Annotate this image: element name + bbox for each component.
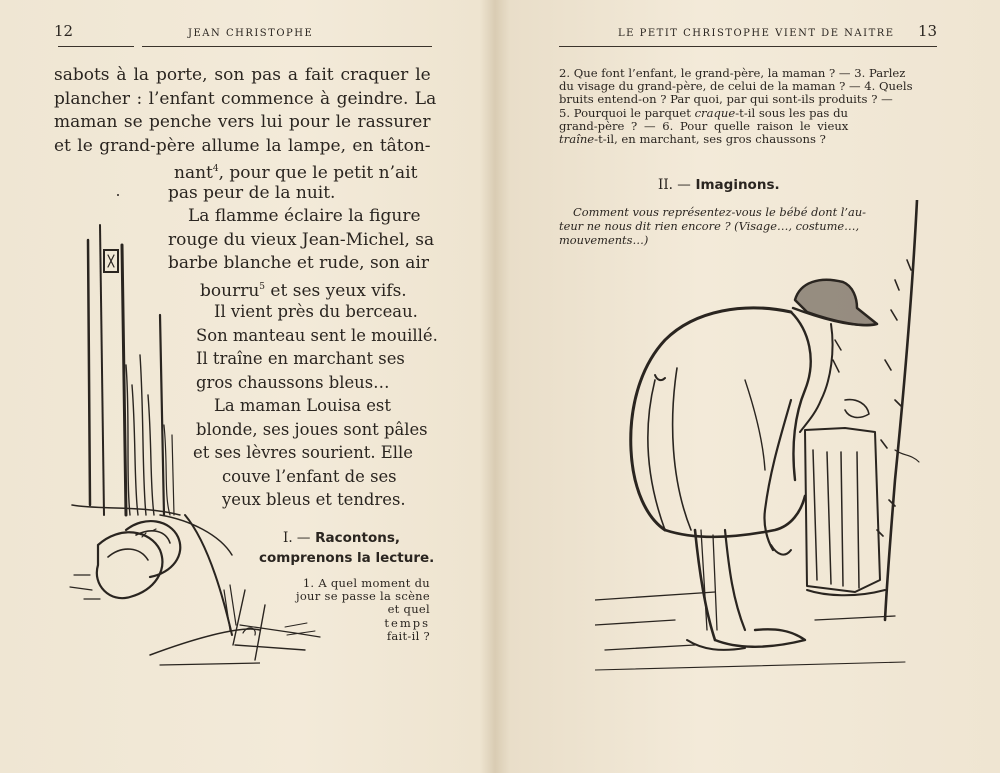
text-line: Il vient près du berceau. xyxy=(214,302,418,321)
question-line xyxy=(559,107,913,120)
text-line: La maman Louisa est xyxy=(214,396,391,416)
header-rule xyxy=(559,46,937,47)
footnote-ref: 5 xyxy=(259,281,266,292)
text-line: rouge du vieux Jean-Michel, sa xyxy=(168,229,435,250)
text-fragment: -t-il sous les pas du xyxy=(735,105,848,120)
text-line: Comment vous représentez-vous le bébé dont l’au- xyxy=(573,205,867,219)
questions-block xyxy=(559,67,913,146)
text-fragment: et ses yeux vifs. xyxy=(265,280,407,301)
question-line: 1. A quel moment du xyxy=(302,576,430,590)
question-line: du visage du grand-père, de celui de la maman ? — 4. Quels xyxy=(559,79,913,94)
page-number: 13 xyxy=(918,22,938,40)
section-heading xyxy=(283,530,400,546)
text-line xyxy=(168,158,434,182)
text-fragment: nant xyxy=(174,163,213,183)
section-title: Racontons, xyxy=(315,530,401,546)
left-page xyxy=(0,0,495,773)
text-line: sabots à la porte, son pas a fait craquer le xyxy=(54,65,431,85)
footnote-ref: 4 xyxy=(212,164,219,174)
section-heading: comprenons la lecture. xyxy=(259,550,435,566)
body-text xyxy=(54,64,437,158)
text-line: blonde, ses joues sont pâles xyxy=(196,419,428,439)
question-line: jour se passe la scène xyxy=(295,589,430,604)
text-line: teur ne nous dit rien encore ? (Visage…, costume…, xyxy=(559,219,860,233)
text-fragment: 5. Pourquoi le parquet xyxy=(559,105,695,120)
text-fragment: bourru xyxy=(200,280,260,301)
question-line: et quel xyxy=(387,602,430,617)
text-line: Il traîne en marchant ses xyxy=(196,349,405,369)
section-number: II. — xyxy=(658,177,691,193)
text-fragment: , pour que le petit n’ait xyxy=(218,163,418,183)
text-line: La flamme éclaire la figure xyxy=(188,206,421,227)
text-line: couve l’enfant de ses xyxy=(222,466,397,486)
text-line: mouvements…) xyxy=(559,233,649,247)
text-fragment: traîne xyxy=(559,132,595,147)
header-rule xyxy=(58,46,134,47)
grandfather-illustration xyxy=(595,200,925,675)
section-number: I. — xyxy=(283,530,311,546)
text-line: pas peur de la nuit. xyxy=(168,182,336,203)
text-line: yeux bleus et tendres. xyxy=(222,490,406,510)
floor-sketch xyxy=(225,585,345,665)
right-page xyxy=(505,0,1000,773)
question-line xyxy=(559,133,913,146)
text-line: et ses lèvres sourient. Elle xyxy=(193,443,413,462)
section-heading xyxy=(658,177,780,193)
text-line: Son manteau sent le mouillé. xyxy=(196,325,438,345)
question-line: fait-il ? xyxy=(386,628,430,643)
question-line: temps xyxy=(384,615,430,630)
text-line: plancher : l’enfant commence à geindre. La xyxy=(54,88,437,109)
page-number: 12 xyxy=(54,22,74,40)
question-line: bruits entend-on ? Par quoi, par qui sont-ils produits ? — xyxy=(559,92,893,107)
text-fragment: craque xyxy=(694,105,736,120)
section-title: Imaginons. xyxy=(695,177,780,193)
running-head: JEAN CHRISTOPHE xyxy=(188,28,314,39)
question-line: grand-père ? — 6. Pour quelle raison le vieux xyxy=(559,118,849,133)
header-rule xyxy=(142,46,432,47)
text-fragment: -t-il, en marchant, ses gros chaussons ? xyxy=(594,132,826,147)
text-line: gros chaussons bleus… xyxy=(196,372,390,392)
running-head: LE PETIT CHRISTOPHE VIENT DE NAITRE xyxy=(618,28,895,39)
text-line: maman se penche vers lui pour le rassurer xyxy=(54,112,431,133)
text-line: et le grand-père allume la lampe, en tâton- xyxy=(54,135,431,156)
text-line: barbe blanche et rude, son air xyxy=(168,253,429,274)
question-line: 2. Que font l’enfant, le grand-père, la maman ? — 3. Parlez xyxy=(559,66,906,80)
